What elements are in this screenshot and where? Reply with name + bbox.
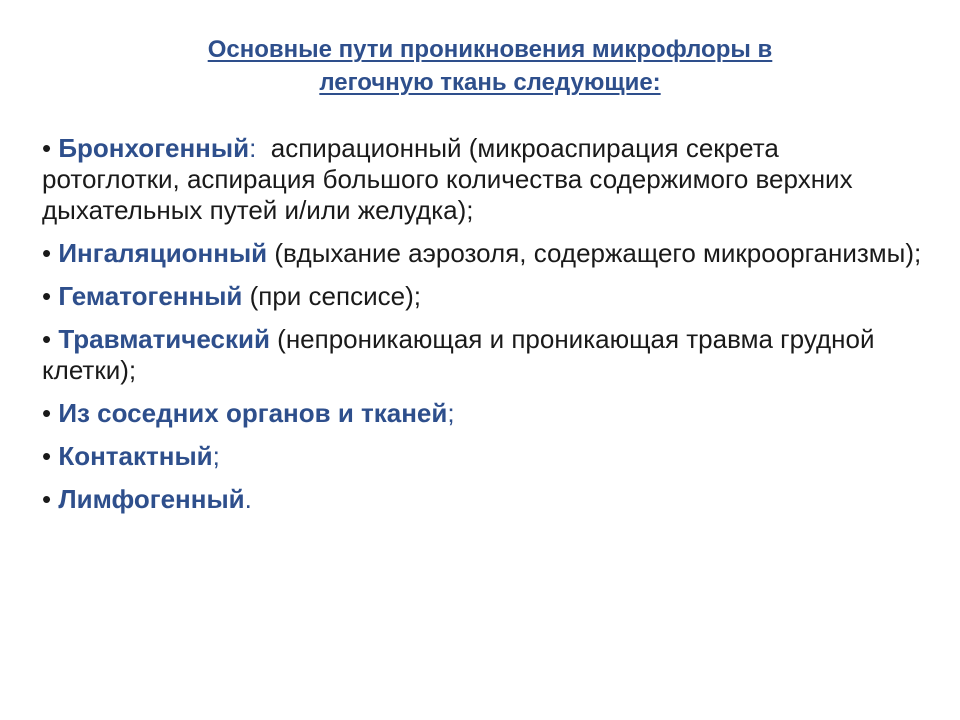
term-label: Из соседних органов и тканей <box>58 398 448 428</box>
term-label: Лимфогенный <box>58 484 245 514</box>
slide-title-line-1: Основные пути проникновения микрофлоры в <box>207 36 773 63</box>
term-description: аспирационный (микроаспирация секрета ротоглотки, аспирация большого количества содержимого верхних дыхательных путей и/или желудка); <box>42 133 860 225</box>
bullet-icon: • <box>42 238 52 268</box>
term-punctuation: . <box>244 484 252 514</box>
list-item-hematogenous <box>42 281 922 312</box>
term-punctuation: : <box>249 133 257 163</box>
list-item-bronchogenic <box>42 133 922 226</box>
bullet-icon: • <box>42 133 52 163</box>
slide-title-line-2: легочную ткань следующие: <box>319 69 661 96</box>
bullet-icon: • <box>42 484 52 514</box>
term-label: Бронхогенный <box>58 133 250 163</box>
term-label: Ингаляционный <box>58 238 268 268</box>
term-punctuation: ; <box>212 441 220 471</box>
pathways-list <box>42 133 922 527</box>
term-description: (вдыхание аэрозоля, содержащего микроорганизмы); <box>267 238 922 268</box>
list-item-traumatic <box>42 324 922 386</box>
list-item-lymphogenous <box>42 484 922 515</box>
bullet-icon: • <box>42 281 52 311</box>
list-item-adjacent-organs <box>42 398 922 429</box>
slide-title <box>60 33 920 99</box>
bullet-icon: • <box>42 324 52 354</box>
bullet-icon: • <box>42 398 52 428</box>
bullet-icon: • <box>42 441 52 471</box>
list-item-contact <box>42 441 922 472</box>
term-description: (при сепсисе); <box>242 281 421 311</box>
term-punctuation: ; <box>447 398 455 428</box>
term-label: Гематогенный <box>58 281 243 311</box>
list-item-inhalation <box>42 238 922 269</box>
term-label: Травматический <box>58 324 270 354</box>
term-label: Контактный <box>58 441 213 471</box>
term-description: (непроникающая и проникающая травма грудной клетки); <box>42 324 875 385</box>
